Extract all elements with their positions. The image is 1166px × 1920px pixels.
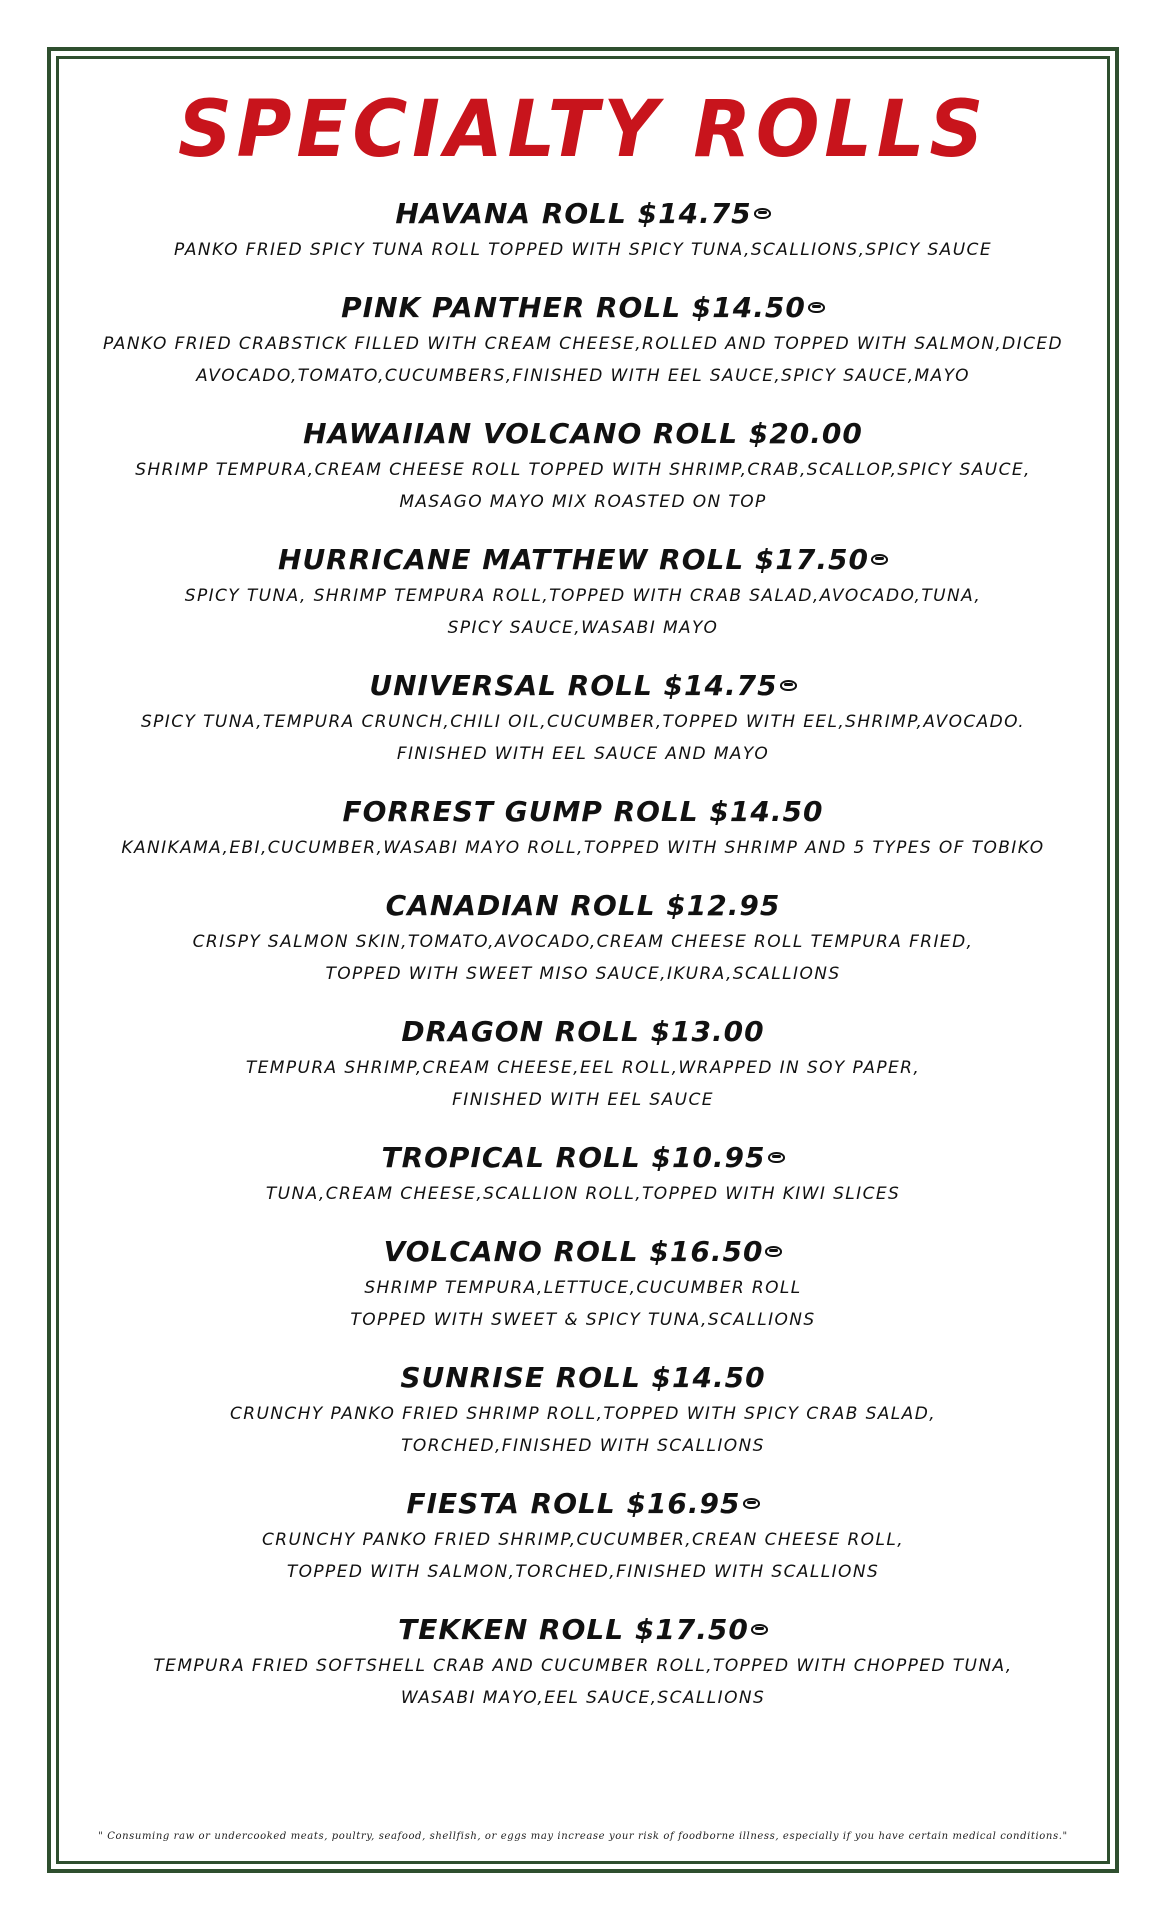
menu-item-description: CRUNCHY PANKO FRIED SHRIMP,CUCUMBER,CREAN CHEESE ROLL, TOPPED WITH SALMON,TORCHED,FINISHED WITH SCALLIONS bbox=[261, 1530, 905, 1582]
menu-item-heading bbox=[70, 1232, 1096, 1272]
menu-item-volcano bbox=[70, 1232, 1096, 1336]
menu-item-name: HAWAIIAN VOLCANO ROLL $20.00 bbox=[303, 417, 863, 450]
menu-item-description: TEMPURA FRIED SOFTSHELL CRAB AND CUCUMBER ROLL,TOPPED WITH CHOPPED TUNA, WASABI MAYO,EEL SAUCE,SCALLIONS bbox=[153, 1656, 1013, 1708]
menu-item-hurricane-matthew bbox=[70, 540, 1096, 644]
menu-item-name: TEKKEN ROLL $17.50 bbox=[398, 1613, 749, 1646]
menu-item-description: TEMPURA SHRIMP,CREAM CHEESE,EEL ROLL,WRAPPED IN SOY PAPER, FINISHED WITH EEL SAUCE bbox=[245, 1058, 921, 1110]
menu-item-description: PANKO FRIED SPICY TUNA ROLL TOPPED WITH SPICY TUNA,SCALLIONS,SPICY SAUCE bbox=[174, 240, 992, 260]
menu-item-heading bbox=[70, 1138, 1096, 1178]
raw-fish-icon bbox=[751, 1624, 768, 1635]
menu-item-hawaiian-volcano bbox=[70, 414, 1096, 518]
menu-item-name: VOLCANO ROLL $16.50 bbox=[383, 1235, 764, 1268]
menu-item-description: SPICY TUNA, SHRIMP TEMPURA ROLL,TOPPED WITH CRAB SALAD,AVOCADO,TUNA, SPICY SAUCE,WASABI MAYO bbox=[184, 586, 982, 638]
menu-item-havana bbox=[70, 194, 1096, 266]
menu-item-heading bbox=[70, 540, 1096, 580]
menu-item-heading bbox=[70, 1012, 1096, 1052]
menu-item-heading bbox=[70, 666, 1096, 706]
raw-fish-icon bbox=[754, 208, 771, 219]
menu-item-name: HAVANA ROLL $14.75 bbox=[395, 197, 752, 230]
menu-item-name: FORREST GUMP ROLL $14.50 bbox=[342, 795, 824, 828]
menu-item-description: TUNA,CREAM CHEESE,SCALLION ROLL,TOPPED WITH KIWI SLICES bbox=[265, 1184, 901, 1204]
menu-item-dragon bbox=[70, 1012, 1096, 1116]
menu-item-forrest-gump bbox=[70, 792, 1096, 864]
menu-item-heading bbox=[70, 792, 1096, 832]
raw-fish-icon bbox=[765, 1246, 782, 1257]
menu-item-tropical bbox=[70, 1138, 1096, 1210]
menu-item-tekken bbox=[70, 1610, 1096, 1714]
menu-item-description: CRUNCHY PANKO FRIED SHRIMP ROLL,TOPPED WITH SPICY CRAB SALAD, TORCHED,FINISHED WITH SCALLIONS bbox=[229, 1404, 937, 1456]
food-safety-disclaimer: " Consuming raw or undercooked meats, poultry, seafood, shellfish, or eggs may increase your risk of foodborne illness, especially if you have certain medical conditions." bbox=[98, 1831, 1068, 1842]
menu-item-description: CRISPY SALMON SKIN,TOMATO,AVOCADO,CREAM CHEESE ROLL TEMPURA FRIED, TOPPED WITH SWEET MISO SAUCE,IKURA,SCALLIONS bbox=[192, 932, 974, 984]
menu-item-heading bbox=[70, 886, 1096, 926]
menu-item-fiesta bbox=[70, 1484, 1096, 1588]
menu-item-heading bbox=[70, 1484, 1096, 1524]
menu-item-sunrise bbox=[70, 1358, 1096, 1462]
raw-fish-icon bbox=[808, 302, 825, 313]
menu-item-name: PINK PANTHER ROLL $14.50 bbox=[341, 291, 806, 324]
menu-item-description: SPICY TUNA,TEMPURA CRUNCH,CHILI OIL,CUCUMBER,TOPPED WITH EEL,SHRIMP,AVOCADO. FINISHED WITH EEL SAUCE AND MAYO bbox=[140, 712, 1026, 764]
menu-item-name: HURRICANE MATTHEW ROLL $17.50 bbox=[278, 543, 869, 576]
menu-item-heading bbox=[70, 288, 1096, 328]
raw-fish-icon bbox=[871, 554, 888, 565]
menu-item-name: TROPICAL ROLL $10.95 bbox=[381, 1141, 766, 1174]
raw-fish-icon bbox=[743, 1498, 760, 1509]
menu-item-name: DRAGON ROLL $13.00 bbox=[401, 1015, 765, 1048]
menu-item-name: UNIVERSAL ROLL $14.75 bbox=[369, 669, 778, 702]
menu-item-heading bbox=[70, 1358, 1096, 1398]
menu-item-description: PANKO FRIED CRABSTICK FILLED WITH CREAM CHEESE,ROLLED AND TOPPED WITH SALMON,DICED AVOCADO,TOMATO,CUCUMBERS,FINISHED WITH EEL SAUCE,SPICY SAUCE,MAYO bbox=[103, 334, 1063, 386]
menu-item-name: CANADIAN ROLL $12.95 bbox=[385, 889, 781, 922]
menu-item-pink-panther bbox=[70, 288, 1096, 392]
menu-item-heading bbox=[70, 1610, 1096, 1650]
menu-item-canadian bbox=[70, 886, 1096, 990]
raw-fish-icon bbox=[768, 1152, 785, 1163]
menu-item-description: SHRIMP TEMPURA,LETTUCE,CUCUMBER ROLL TOPPED WITH SWEET & SPICY TUNA,SCALLIONS bbox=[350, 1278, 816, 1330]
menu-item-heading bbox=[70, 414, 1096, 454]
menu-title: SPECIALTY ROLLS bbox=[177, 85, 989, 175]
menu-content bbox=[70, 80, 1096, 1736]
menu-item-description: KANIKAMA,EBI,CUCUMBER,WASABI MAYO ROLL,TOPPED WITH SHRIMP AND 5 TYPES OF TOBIKO bbox=[121, 838, 1045, 858]
menu-item-name: FIESTA ROLL $16.95 bbox=[406, 1487, 741, 1520]
raw-fish-icon bbox=[780, 680, 797, 691]
menu-item-name: SUNRISE ROLL $14.50 bbox=[400, 1361, 766, 1394]
menu-item-heading bbox=[70, 194, 1096, 234]
menu-item-universal bbox=[70, 666, 1096, 770]
menu-item-description: SHRIMP TEMPURA,CREAM CHEESE ROLL TOPPED WITH SHRIMP,CRAB,SCALLOP,SPICY SAUCE, MASAGO MAYO MIX ROASTED ON TOP bbox=[135, 460, 1031, 512]
